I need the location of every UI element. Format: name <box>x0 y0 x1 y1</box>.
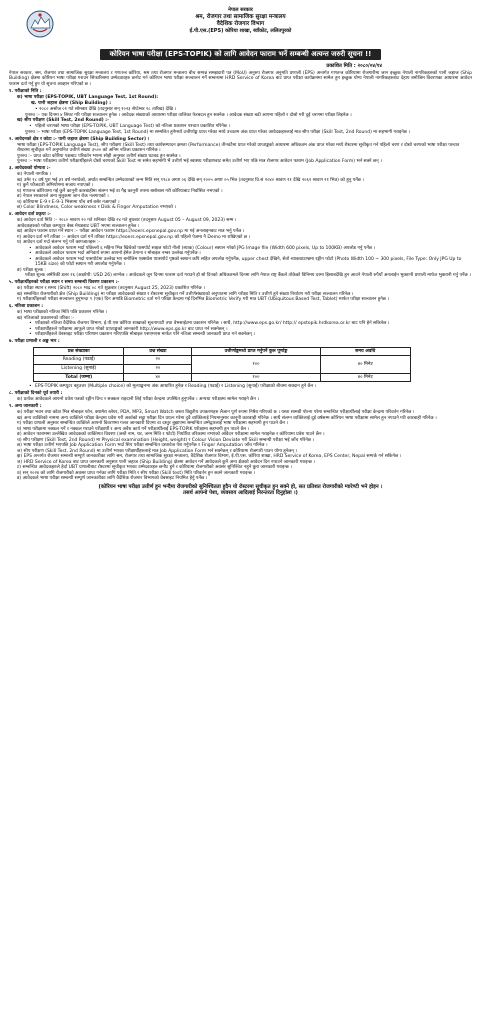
section-line: • EPS-TOPIK कम्प्युटर बहुउत्तर (Multiple choice) को मूल्याङ्कनमा अंक आधारित हुनेछ र Reading (पढाई) र Listening (सुनाई) परीक्षाको बीचमा सक्दान हुने छैन । <box>9 384 472 389</box>
section-line: • पहिलो चरणको भाषा परीक्षा (EPS-TOPIK, UBT Language Test) को नतिजा प्रकाशन पश्चात प्रकाशित गरिनेछ । <box>9 124 472 129</box>
closing-note <box>9 484 472 497</box>
section-line: घ) गणतन्त्र कोरियामा गई कुनै कानूनी कारबाहीमा संलग्न भई वा गैह्र कानूनी रुपमा बसोबास गरी कोरियाबाट निर्वासित नभएको । <box>17 188 223 194</box>
notice-sections <box>9 89 472 345</box>
notice-header <box>9 7 472 47</box>
section-line: • आवेदकले आवेदन फाराम भर्दा पासपोर्टमा उल्लेख भए बमोजिम एक्सप्रेस प्यासपोर्ट पृष्ठको स्क्यान कपि सहित अपलोड गर्नुपर्नेछ, upper chest देखिने, सेतो ब्याकग्राउण्डमा रङ्गीन फोटो (Photo Width 100 ~ 300 pixels, File Type: Only JPG Up to 15KB size) को फोटो स्क्यान गरी अपलोड गर्नुपर्नेछ । <box>9 257 472 268</box>
section-line: ड) आवेदकले भाषा परीक्षा सम्बन्धी सम्पूर्ण जानकारीका लागि वैदेशिक रोजगार विभागको वेबसाइट नियमित हेर्नु पर्नेछ । <box>17 476 208 482</box>
question-count-cell: २० <box>124 364 192 373</box>
exam-type-cell: Listening (सुनाई) <box>34 364 124 373</box>
section-line: ख. पानी जहाज क्षेत्रमा (Ship Building) : <box>31 101 112 107</box>
section-line: झ) EPS अन्तर्गत रोजगार सम्बन्धी सम्पूर्ण जानकारीका लागि श्रम, रोजगार तथा सामाजिक सुरक्षा मन्त्रालय, वैदेशिक रोजगार विभाग, ई.पी.एस. कोरिया शाखा, HRD Service of Korea, EPS Center, Nepal सम्पर्क गर्न सकिनेछ । <box>17 454 402 460</box>
exam-table-header: प्रश्न संख्या <box>124 347 192 356</box>
section-heading: ६. नतिजा प्रकाशन : <box>9 304 44 310</box>
section-line: आवेदकहरुको परीक्षा कम्प्युटर बेस्ड मेथडबाट UBT भएमा सञ्चालन हुनेछ । <box>17 223 140 229</box>
section-line: च) सीप परीक्षण (Skill Test, 2nd Round) मा Physical examination (Height, weight) र Colour Vision Deviate गरी Skill सम्बन्धी परीक्षा भई जाँच गरिनेछ । <box>17 437 315 443</box>
table-row <box>34 373 411 382</box>
section-line: ख) उमेर १८ वर्ष पुरा भई ३९ वर्ष ननाघेको, अर्थात सम्बन्धित उम्मेदवारको जन्म मिति सन् १९८४ अगष्ट ०६ देखि सन् २००५ अगष्ट ०५ भित्र (तदनुसार वि.सं २०४० श्रावण २१ देखि २०६२ श्रावण २१ भित्र) को हुनु पर्नेछ । <box>17 177 364 183</box>
question-count-cell: ४० <box>124 373 192 382</box>
section-line: • परीक्षार्थीहरुले वेबसाइट परीक्षा परिणाम प्रकाशन गरिएपछि मोबाइल एसएमएस मार्फत पनि नतिजा सम्बन्धी जानकारी प्राप्त गर्न सक्नेछन् । <box>9 332 472 337</box>
title-row <box>9 49 472 60</box>
section-line: • २०८० असोज ०१ गते सोमबार देखि (तदनुसार सन् २०२३ सेप्टेम्बर १८ तारिख) देखि । <box>35 107 177 113</box>
exam-table-header: प्रश्न संख्याका <box>34 347 124 356</box>
section-heading: ७. परीक्षा प्रणाली र अङ्क भार : <box>9 339 60 345</box>
section-line: • परीक्षार्थीहरुले परीक्षामा आफूले प्राप्त गरेको प्राप्ताङ्कको जानकारी http://www.eps.go.kr बाट प्राप्त गर्न सक्नेछन् । <box>9 327 472 332</box>
section-heading: १. परीक्षाको निति : <box>9 89 42 95</box>
table-row <box>34 356 411 365</box>
section-line: क) परीक्षा भवन तथा कोठा भित्र मोबाइल फोन, क्यामेरा ब्लेयर, PDA, MP3, Smart Watch जस्ता विद्युतीय उपकरणहरु लैजान पूर्ण रुपमा निषेध गरिएको छ । यस्ता सामग्री पोल्ना परेमा सम्बन्धित परीक्षार्थीलाई परीक्षा केन्द्रमा परिवर्तन गरिनेछ । <box>17 410 415 416</box>
section-line: ख) सम्बन्धित रोजगारीको क्षेत्र (Ship Building) मा परीक्षा आवेदकको संख्या र रोस्टरमा सूचीकृत गर्ने उत्तीर्णसंख्याको अनुपातमा लागि परीक्षा मिति र उत्तीर्ण हुने संख्या निर्धारण गरी परीक्षा सञ्चालन गरिनेछ । <box>17 291 354 297</box>
section-line: क) परीक्षा स्थान र समय (Shift) २०८० भाद्र ०८ गते शुक्रबार (तदनुसार August 25, 2023) प्रकाशित गरिनेछ । <box>17 286 205 292</box>
closing-line: तसर्थ आफ्नो पेशा, व्यवसाय आदिलाई निरन्तरता दिनुहोला ।) <box>183 489 298 496</box>
section-line: घ) भाषा परीक्षामा नक्कल गर्ने र नक्कल गराउने परीक्षार्थी र अन्य अवैध कार्य गर्ने परीक्षार्थीलाई EPS-TOPIK परीक्षामा सहभागी हुन पाउने छैन । <box>17 426 250 432</box>
section-line: छ) भाषा परीक्षा उत्तीर्ण भएपछि Job Application Form भर्दा सिप परीक्षा सम्बन्धित दस्तावेज पेश गर्नुपर्नेछ र Finger Amputation जाँच गरिनेछ । <box>17 443 268 449</box>
section-line: क) आवेदन दर्ता मिति :– २०८० श्रावण २० गते शनिबार देखि २४ गते बुधबार (तदनुसार August 05 – August 09, 2023) सम्म । <box>17 218 237 224</box>
section-heading: ८. परीक्षाको दिनको पूर्व तयारी : <box>9 391 63 397</box>
intro-paragraph: नेपाल सरकार, श्रम, रोजगार तथा सामाजिक सुरक्षा मन्त्रालय र गणतन्त्र कोरिया, श्रम तथा रोजगार मन्त्रालय बीच सम्पन्न समझदारी पत्र (MoU) अनुरुप रोजगार अनुमति प्रणाली (EPS) अन्तर्गत गणतन्त्र कोरियामा रोजगारीमा जान इच्छुक नेपाली नागरिकहरुको पानी जहाज (Ship Building) क्षेत्रमा कोरियन भाषा परीक्षा गराउन सिफारिसमा उम्मेदवारहरु छनोट गर्न कोरियन भाषा परीक्षा सञ्चालन गर्ने सम्बन्धमा HRD Service of Korea बाट प्राप्त परीक्षा कार्यक्रममा सामेल हुन इच्छुक योग्य नेपाली नागरिकहरुबाट देहाय बमोजिम विवरणका आधारमा आवेदन फाराम दर्ता गर्नु हुन यो सूचना आव्हान गरिएको छ । <box>9 70 472 87</box>
section-line: ङ) आवेदन फाराममा उल्लेखित आवेदकको व्यक्तिगत विवरण (जस्तै नाम, थर, जन्म मिति र फोटो) निर्धारित तरिकामा नभएको आवेदन परीक्षामा सामेल गराइनेछ र कोरियामा प्रवेश पाउने छैन । <box>17 432 325 438</box>
section-line: ख) अन्य व्यक्तिको नाममा अन्य व्यक्तिले परीक्षा केन्द्रमा प्रवेश गरी अर्काको सट्टा परीक्षा दिन प्रयत्न गरेमा दुवै व्यक्तिलाई नियमानुसार कानूनी कारबाही गरिनेछ । साथै संलग्न व्यक्तिलाई दुई वर्षसम्म कोरियन भाषा परीक्षामा सामेल हुन नपाउने गरी कारबाही गरिनेछ । <box>17 415 437 421</box>
section-line: ट) सम्बन्धित आवेदकहरुले हेर्दा UBT प्रणालीबाट रोस्टरमा सूचीकृत भएका उम्मेदवारहरु छनौट हुने र कोरियामा रोजगारीको अवसर सुनिश्चित नहुने कुरा जानकारी गराइन्छ । <box>17 465 292 471</box>
section-line: ज) सीप परीक्षण (Skill Test, 2nd Round) मा उत्तीर्ण भएका परीक्षार्थीहरुलाई मात्र Job Application Form भर्न सक्नेछन् र कोरियामा रोजगारी पाउन योग्य हुनेछन् । <box>17 448 298 454</box>
notice-title: कोरियन भाषा परीक्षा (EPS-TOPIK) को लागि आवेदन फाराम भर्ने सम्बन्धी अत्यन्त जरुरी सूचना !! <box>100 49 382 60</box>
section-line: ङ) नेपाल सरकारले अन्य मुलुकमा जान रोक नलगाएको । <box>17 194 109 200</box>
nepal-emblem-icon <box>25 9 55 39</box>
closing-line: (कोरियन भाषा परीक्षा उत्तीर्ण हुन भन्दैमा रोजगारीको सुनिश्चितता हुदैन यो रोस्टरमा सूचीकृत हुन सक्ने हो, सत प्रतिशत रोजगारीको ग्यारेण्टी भने होइन । <box>98 483 383 490</box>
exam-table <box>33 347 411 382</box>
notice-sections-after-table <box>9 384 472 481</box>
section-heading: ५. परीक्षार्थीहरुको परीक्षा स्थान र समय सम्बन्धी विवरण प्रकाशन :- <box>9 280 120 286</box>
duration-cell: ४० मिनेट <box>320 373 411 382</box>
header-ministry: श्रम, रोजगार तथा सामाजिक सुरक्षा मन्त्रालय <box>195 13 286 20</box>
section-line: परीक्षा शुल्क अमेरिकी डलर २६ (अक्षरेपी: USD 26) लाग्नेछ । आवेदकले जुन दिनमा फाराम दर्ता गराउने हो सो दिनको अधिकतमले दिनमा लागि नेपाल राष्ट्र बैंकले तोकेको विनिमय दरमा हिसाबदेखि हुन आउने नेपाली रुपैयाँ अनलाईन भुक्तानी प्रणाली मार्फत भुक्तानी गर्नु पर्नेछ । <box>25 273 471 279</box>
section-heading: ३. आवेदकको योग्यता :- <box>9 166 51 172</box>
section-line: ञ) HRD Service of Korea बाट प्राप्त जानकारी अनुसार पानी जहाज (Ship Building) क्षेत्रमा आवेदन गर्ने आवेदकले कुनै अन्य क्षेत्रको आवेदन दिन नपाउने जानकारी गराइन्छ । <box>17 459 316 465</box>
section-line: छ) Color Blindness, Color weakness र Disk & Finger Amputation नभएको । <box>17 205 176 211</box>
exam-table-header: उत्तीर्णाङ्कमध्ये प्राप्त गर्नुपर्ने कुल पूर्णाङ्क <box>192 347 320 356</box>
section-line: पुनश्च :– एक दिनमा ४ सिफ्ट गरि परीक्षा सञ्चालन हुनेछ । आवेदक संख्याको आधारमा परीक्षा तालिका फेरबदल हुन सक्नेछ । आवेदक संख्या बढी आएमा पहिलो र दोस्रो गरी दुई चरणमा परीक्षा लिइनेछ । <box>25 112 352 118</box>
section-line: • आवेदकले आवेदन फाराम भर्दा पछिल्लो ६ महिना भित्र खिचेको पासपोर्ट साइज फोटो नीलो (ब्याक) (Colour) स्क्यान गरेको JPG Image file (Width 600 pixels, Up to 100KB) अपलोड गर्नु पर्नेछ । <box>9 246 472 251</box>
pass-marks-cell: १०० <box>192 356 320 373</box>
exam-type-cell: Total (जम्मा) <box>34 373 124 382</box>
section-line: पुनश्च :– प्राप्त कोटा कोरिया पक्षबाट परिवर्तन भएमा सोही अनुसार उत्तीर्ण संख्या घटबढ हुन सक्नेछ । <box>17 153 181 159</box>
section-heading: ४. आवेदन दर्ता प्रकृया :- <box>9 212 51 218</box>
section-line: पुनश्च :– भाषा परीक्षामा उत्तीर्ण परीक्षार्थीहरुले दोस्रो चरणको Skill Test मा समेत सहभागी भै उत्तीर्ण भई स्वास्थ्य परीक्षणबाट समेत उत्तीर्ण भए पछि मात्र रोजगार आवेदन फाराम (Job Application Form) भर्न सक्ने छन् । <box>17 159 382 165</box>
section-line: ङ) परीक्षा शुल्क : <box>17 267 46 273</box>
section-line: च) कोरियामा E-9 र E-9-1 भिसामा पाँच वर्ष बसेर नआएको । <box>17 199 120 205</box>
section-line: ग) परीक्षा प्रणाली अनुसार सम्बन्धित व्यक्तिले आफ्नो विवरणमा गलत जानकारी दिएमा वा दस्तुर बुझाएमा सम्बन्धित उम्मेद्वारलाई भाषा परीक्षामा सहभागी हुन पाउने छैन । <box>17 421 289 427</box>
duration-cell: ४० मिनेट <box>320 356 411 373</box>
section-line: क) नेपाली नागरिक । <box>17 172 52 178</box>
section-line: • परीक्षाको नतिजा वैदेशिक रोजगार विभाग, ई.पी.एस कोरिया शाखाको सूचनापाटी तथा वेभसाईटमा प्रकाशन गरिनेछ । साथै, http://www.eps.go.kr/ http:// epstopik.hrdkorea.or.kr बाट पनि हेर्न सकिनेछ । <box>9 321 472 326</box>
section-line: घ) आवेदन दर्ता गर्दा संलग्न गर्नु पर्ने कागजातहरू :- <box>17 240 101 246</box>
section-line: • आवेदकले आवेदन फाराम भर्दा अनिवार्य रुपमा आफ्नो ईमेल ठेगाना र मोबाइल नम्बर उल्लेख गर्नुपर्नेछ । <box>9 251 472 256</box>
pass-marks-cell: १०० <box>192 373 320 382</box>
section-line: भाषा परीक्षा (EPS-TOPIK Language Test), सीप परीक्षण (Skill Test) तथा कार्यसम्पादन क्षमता (Performance) तीनवटैमा प्राप्त गरेको प्राप्ताङ्कको आधारमा अधिकतम अंक प्राप्त गरेका मध्ये रोस्टरमा सूचीकृत गर्न पहिलो चरण र दोस्रो चरणको भाषा परीक्षा पश्चात रोस्टरमा सूचीकृत गर्ने अनुमानित उत्तीर्ण संख्या ३५०० को अनिम नतिजा प्रकाशन गरिनेछ । <box>17 142 460 154</box>
section-line: ख) नतिजाको प्रकाशनको तरिका :- <box>17 315 75 321</box>
header-branch: ई.पी.एस.(EPS) कोरिया शाखा, ब्वाँकोट, ललितपुरको <box>189 28 292 35</box>
exam-type-cell: Reading (पढाई) <box>34 356 124 365</box>
section-line: ख) सीप परीक्षण (Skill Test, 2nd Round) :- <box>17 118 109 124</box>
exam-table-header: समय अवधि <box>320 347 411 356</box>
header-department: वैदेशिक रोजगार विभाग <box>216 20 265 27</box>
section-line: ख) आवेदन फाराम प्राप्त गर्ने स्थान :– परीक्षा आवेदन फाराम https://eoers.epsnepal.gov.np मा गई अनलाइनबाट मात्र भर्नु पर्नेछ । <box>17 229 245 235</box>
section-heading: ९. अन्य जानकारी : <box>9 404 42 410</box>
section-line: क) भाषा परीक्षाको नतिजा मिति पछि प्रकाशन गरिनेछ । <box>17 310 108 316</box>
section-line: ठ) सन् २०२४ को लागि रोजगारीको अवसर प्राप्त गर्नका लागि परीक्षा मिति र सीप परीक्षा (Skill test) मिति परिवर्तन हुन सक्ने जानकारी गराइन्छ । <box>17 470 256 476</box>
section-line: क) भाषा परीक्षा (EPS-TOPIK, UBT Language Test, 1st Round): <box>17 95 159 101</box>
header-govt: नेपाल सरकार <box>228 7 253 13</box>
section-line: ग) आवेदन दर्ता गर्ने तरिका :– आवेदन दर्ता गर्ने तरिका https://eoers.epsnepal.gov.np को पहिलो पेजमा नै Demo मा राखिएको छ । <box>17 234 251 240</box>
section-heading: २. आवेदनको क्षेत्र र कोटा :- पानी जहाज क्षेत्रमा (Ship Building Sector) । <box>9 136 150 142</box>
exam-table-header-row <box>34 347 411 356</box>
section-line: पुनश्च :– भाषा परीक्षा (EPS-TOPIK Language Test, 1st Round) मा सम्मलित हुनेमध्ये उत्तीर्णाङ्क प्राप्त गरेका मध्ये उच्चतम अंक प्राप्त गरेका आवेदकहरुलाई मात्र सीप परीक्षा (Skill Test, 2nd Round) मा सहभागी गराइनेछ । <box>25 129 410 135</box>
publication-date: प्रकाशित मिति : २०८०/०४/१४ <box>326 62 382 69</box>
section-line: ग) कुनै फौजदारी अभियोगमा सजाय नपाएको । <box>17 183 94 189</box>
section-line: ग) परीक्षार्थीहरुको परीक्षा सञ्चालन हुनुभन्दा १ (एक) दिन अगाडि Biometric दर्ता गर्न परिक्षा केन्द्रमा गई दिनभित्र Biometric Verify गरी मात्र UBT (Ubiquitous Based Test, Tablet) मार्फत परीक्षा सञ्चालन हुनेछ । <box>17 297 390 303</box>
section-line: क) प्रत्येक आवेदकले आफ्नो प्रवेश पत्रको रङ्गीन प्रिन्ट र सक्कल राहदानी लिई परीक्षा केन्द्रमा उपस्थित हुनुपर्नेछ । अन्यथा परीक्षामा सामेल गराइने छैन । <box>17 397 259 403</box>
question-count-cell: २० <box>124 356 192 365</box>
